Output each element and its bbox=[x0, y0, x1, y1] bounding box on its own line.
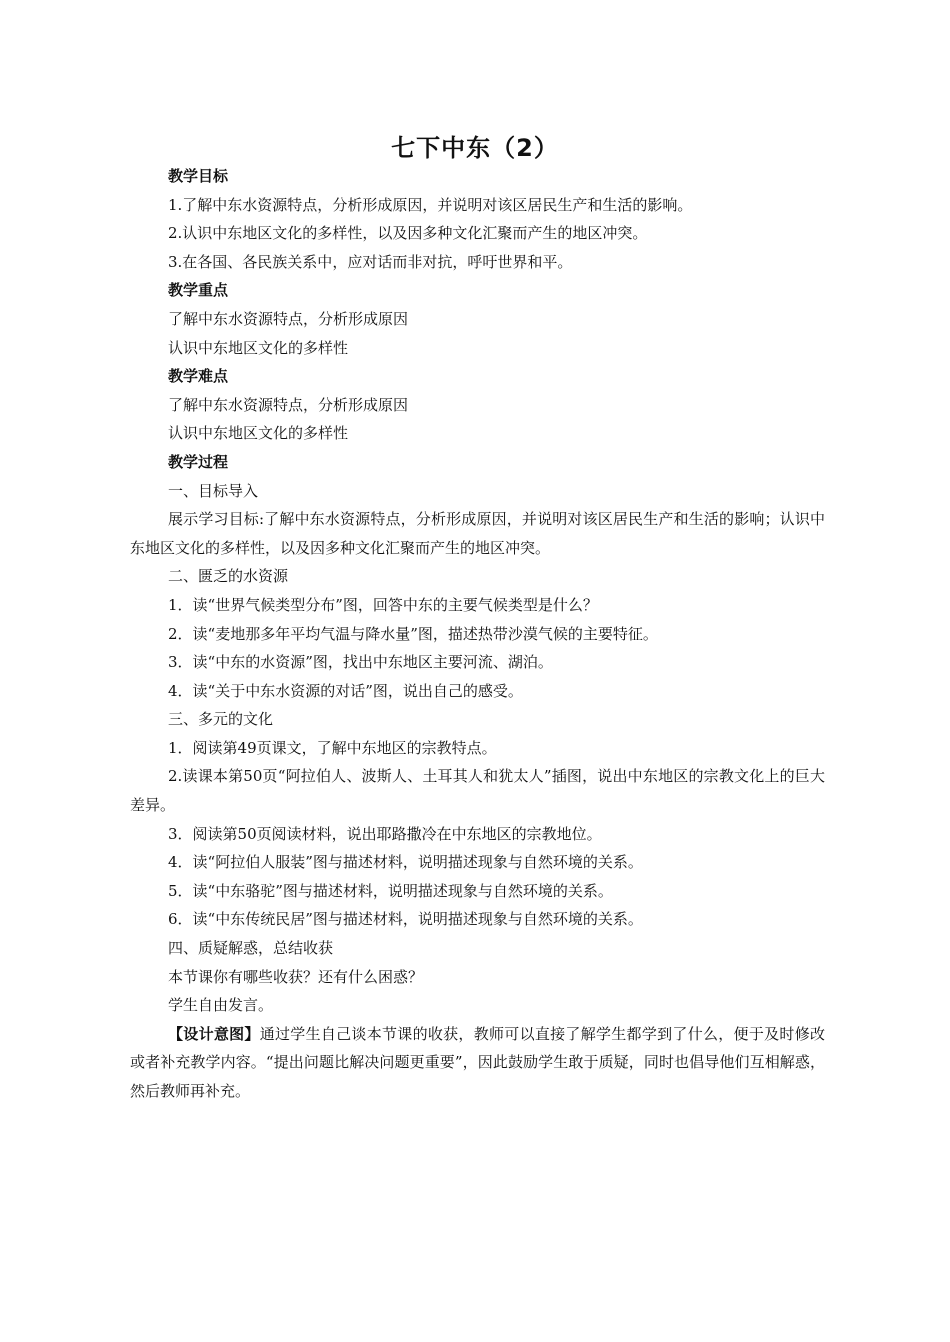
section-heading: 三、多元的文化 bbox=[168, 710, 274, 729]
objective-item: 3.在各国、各民族关系中，应对话而非对抗，呼吁世界和平。 bbox=[168, 252, 573, 271]
design-intent-text: 通过学生自己谈本节课的收获，教师可以直接了解学生都学到了什么，便于及时修改或者补充教学内容。“提出问题比解决问题更重要”，因此鼓励学生敢于质疑，同时也倡导他们互相解惑，然后教师再补充。 bbox=[130, 1024, 825, 1100]
document-title: 七下中东（2） bbox=[391, 134, 559, 162]
section-heading: 一、目标导入 bbox=[168, 481, 259, 500]
section-heading: 四、质疑解惑，总结收获 bbox=[168, 939, 334, 958]
heading-difficult-points: 教学难点 bbox=[168, 367, 229, 386]
section-heading: 二、匮乏的水资源 bbox=[168, 567, 289, 586]
heading-process: 教学过程 bbox=[168, 452, 229, 471]
list-item: 3．阅读第50页阅读材料，说出耶路撒冷在中东地区的宗教地位。 bbox=[168, 824, 602, 843]
list-item: 4．读“关于中东水资源的对话”图，说出自己的感受。 bbox=[168, 681, 523, 700]
difficult-point-item: 了解中东水资源特点，分析形成原因 bbox=[168, 395, 409, 414]
key-point-item: 认识中东地区文化的多样性 bbox=[168, 338, 349, 357]
section-paragraph: 展示学习目标:了解中东水资源特点，分析形成原因，并说明对该区居民生产和生活的影响；认识中东地区文化的多样性，以及因多种文化汇聚而产生的地区冲突。 bbox=[130, 510, 825, 557]
objective-item: 2.认识中东地区文化的多样性，以及因多种文化汇聚而产生的地区冲突。 bbox=[168, 224, 648, 243]
list-item: 2．读“麦地那多年平均气温与降水量”图，描述热带沙漠气候的主要特征。 bbox=[168, 624, 658, 643]
list-item: 4．读“阿拉伯人服装”图与描述材料，说明描述现象与自然环境的关系。 bbox=[168, 853, 643, 872]
list-item: 1．阅读第49页课文，了解中东地区的宗教特点。 bbox=[168, 738, 497, 757]
list-item: 2.读课本第50页“阿拉伯人、波斯人、土耳其人和犹太人”插图，说出中东地区的宗教文化上的巨大差异。 bbox=[130, 767, 825, 815]
list-item: 5．读“中东骆驼”图与描述材料，说明描述现象与自然环境的关系。 bbox=[168, 881, 613, 900]
list-item: 3．读“中东的水资源”图，找出中东地区主要河流、湖泊。 bbox=[168, 653, 553, 672]
summary-line: 本节课你有哪些收获？还有什么困惑？ bbox=[168, 967, 424, 986]
key-point-item: 了解中东水资源特点，分析形成原因 bbox=[168, 309, 409, 328]
list-item: 6．读“中东传统民居”图与描述材料，说明描述现象与自然环境的关系。 bbox=[168, 910, 643, 929]
difficult-point-item: 认识中东地区文化的多样性 bbox=[168, 424, 349, 443]
heading-objectives: 教学目标 bbox=[168, 167, 229, 185]
list-item: 1．读“世界气候类型分布”图，回答中东的主要气候类型是什么？ bbox=[168, 595, 598, 614]
objective-item: 1.了解中东水资源特点，分析形成原因，并说明对该区居民生产和生活的影响。 bbox=[168, 195, 693, 214]
design-intent-paragraph bbox=[130, 1020, 825, 1106]
design-intent-label: 【设计意图】 bbox=[168, 1024, 260, 1043]
heading-key-points: 教学重点 bbox=[168, 281, 229, 300]
document-body bbox=[130, 162, 825, 1106]
summary-line: 学生自由发言。 bbox=[168, 996, 274, 1015]
